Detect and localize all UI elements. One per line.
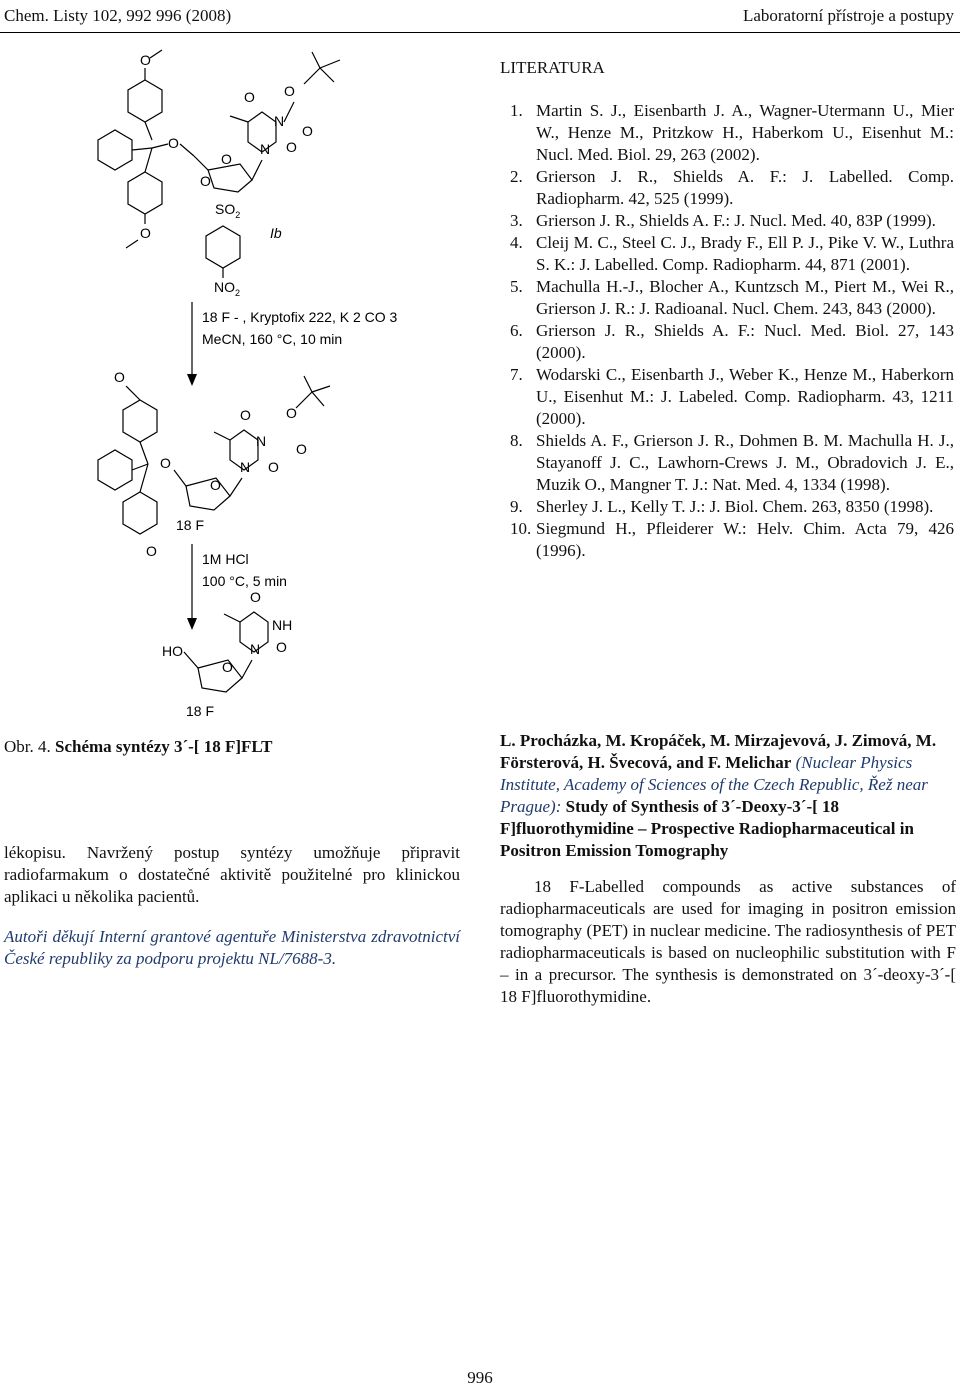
reference-item: 4. Cleij M. C., Steel C. J., Brady F., Ell P. J., Pike V. W., Luthra S. K.: J. Labelled. Comp. Radiopharm. 44, 871 (2001).: [510, 233, 954, 274]
reference-item: 10. Siegmund H., Pfleiderer W.: Helv. Chim. Acta 79, 426 (1996).: [510, 519, 954, 560]
fluorine-label-1: 18 F: [176, 517, 205, 533]
thymine-n3-2: N: [256, 433, 267, 449]
nosyl-o: O: [200, 173, 211, 189]
thymine-n1: N: [260, 141, 271, 157]
running-header-left: Chem. Listy 102, 992 996 (2008): [4, 6, 232, 25]
english-abstract-header: [500, 730, 956, 862]
reference-item: 5. Machulla H.-J., Blocher A., Kuntzsch M., Piert M., Wei R., Grierson J. R.: J. Radioanal. Nucl. Chem. 243, 843 (2000).: [510, 277, 954, 318]
step2-reagents: 1M HCl: [202, 551, 249, 567]
so2-label: $SO_2$: [215, 201, 241, 220]
thymine-c2-o-2: O: [268, 459, 279, 475]
step1-reagents: 18 F - , Kryptofix 222, K 2 CO 3: [202, 309, 398, 325]
abstract-body-text: 18 F-Labelled compounds as active substances of radiopharmaceuticals are used for imaging in positron emission tomography (PET) in nuclear medicine. The radiosynthesis of PET radiopharmaceuticals is based on nucleophilic substitution with F – in a precursor. The synthesis is demonstrated on 3´-deoxy-3´-[ 18 F]fluorothymidine.: [500, 877, 956, 1006]
thymine-c4-o-2: O: [240, 407, 251, 423]
reference-item: 1. Martin S. J., Eisenbarth J. A., Wagner-Utermann U., Mier W., Henze M., Pritzkow H., Haberkom U., Eisenhut M.: Nucl. Med. Biol. 29, 263 (2002).: [510, 101, 954, 164]
running-header-right: Laboratorní přístroje a postupy: [742, 6, 954, 25]
reaction-arrow-1: [187, 302, 398, 386]
thymine-c2-o: O: [286, 139, 297, 155]
hydroxyl-label: HO: [162, 643, 183, 659]
header-rule: [0, 32, 960, 33]
reference-item: 7. Wodarski C., Eisenbarth J., Weber K., Henze M., Haberkorn U., Eisenhut M.: J. Labeled. Comp. Radiopharm. 43, 1211 (2000).: [510, 365, 954, 428]
no2-label-1: $NO_2$: [214, 279, 241, 298]
reference-item: 6. Grierson J. R., Shields A. F.: Nucl. Med. Biol. 27, 143 (2000).: [510, 321, 954, 362]
precursor-structure: [98, 50, 340, 298]
methoxy-o-2b: O: [146, 543, 157, 559]
synthesis-scheme-figure: [90, 40, 470, 740]
methoxy-o-top: O: [140, 52, 151, 68]
step2-conditions: 100 °C, 5 min: [202, 573, 287, 589]
step1-conditions: MeCN, 160 °C, 10 min: [202, 331, 343, 347]
boc-o-2a: O: [286, 405, 297, 421]
fluorine-label-2: 18 F: [186, 703, 215, 719]
caption-prefix: Obr. 4.: [4, 737, 51, 756]
methoxy-o-2a: O: [114, 369, 125, 385]
compound-label-ib: Ib: [270, 225, 282, 241]
abstract-affiliation: (Nuclear Physics Institute, Academy of Sciences of the Czech Republic, Řež near Prague):: [500, 753, 928, 816]
literature-heading: LITERATURA: [500, 58, 605, 77]
boc-carbonyl-o: O: [284, 83, 295, 99]
abstract-title: Study of Synthesis of 3´-Deoxy-3´-[ 18 F]fluorothymidine – Prospective Radiopharmaceutical in Positron Emission Tomography: [500, 797, 914, 860]
ring-o-3: O: [222, 659, 233, 675]
abstract-body: [500, 876, 956, 1008]
boc-o-2b: O: [296, 441, 307, 457]
methoxy-o-bottom: O: [140, 225, 151, 241]
reference-item: 2. Grierson J. R., Shields A. F.: J. Labelled. Comp. Radiopharm. 42, 525 (1999).: [510, 167, 954, 208]
thymine-c4-o-3: O: [250, 589, 261, 605]
ring-o-2: O: [210, 477, 221, 493]
thymine-c4-o: O: [244, 89, 255, 105]
abstract-authors: L. Procházka, M. Kropáček, M. Mirzajevová, J. Zimová, M. Försterová, H. Švecová, and F. Melichar: [500, 731, 937, 772]
acknowledgement-paragraph: Autoři děkují Interní grantové agentuře Ministerstva zdravotnictví České republiky za podporu projektu NL/7688-3.: [4, 927, 460, 968]
thymine-nh: NH: [272, 617, 293, 633]
page-number: 996: [467, 1368, 493, 1387]
thymine-n1-2: N: [240, 459, 251, 475]
ring-o: O: [221, 151, 232, 167]
trityl-ether-o: O: [168, 135, 179, 151]
thymine-n1-3: N: [250, 641, 261, 657]
trityl-o-2: O: [160, 455, 171, 471]
figure-caption: [4, 737, 273, 757]
reference-item: 9. Sherley J. L., Kelly T. J.: J. Biol. Chem. 263, 8350 (1998).: [510, 497, 934, 516]
flt-product-structure: [162, 589, 292, 719]
caption-text: Schéma syntézy 3´-[ 18 F]FLT: [55, 737, 273, 756]
thymine-c2-o-3: O: [276, 639, 287, 655]
reference-item: 3. Grierson J. R., Shields A. F.: J. Nucl. Med. 40, 83P (1999).: [510, 211, 936, 230]
reference-item: 8. Shields A. F., Grierson J. R., Dohmen B. M. Machulla H. J., Stayanoff J. C., Lawhorn-Crews J. M., Obradovich J. E., Muzik O., Mangner T. J.: Nat. Med. 4, 1334 (1998).: [510, 431, 954, 494]
boc-ether-o: O: [302, 123, 313, 139]
thymine-n3: N: [274, 113, 285, 129]
fluorinated-intermediate-structure: [98, 369, 330, 559]
body-paragraph-1: lékopisu. Navržený postup syntézy umožňuje připravit radiofarmakum o dostatečné aktivitě použitelné pro klinickou aplikaci u několika pacientů.: [4, 843, 460, 906]
reference-list: [510, 100, 954, 562]
